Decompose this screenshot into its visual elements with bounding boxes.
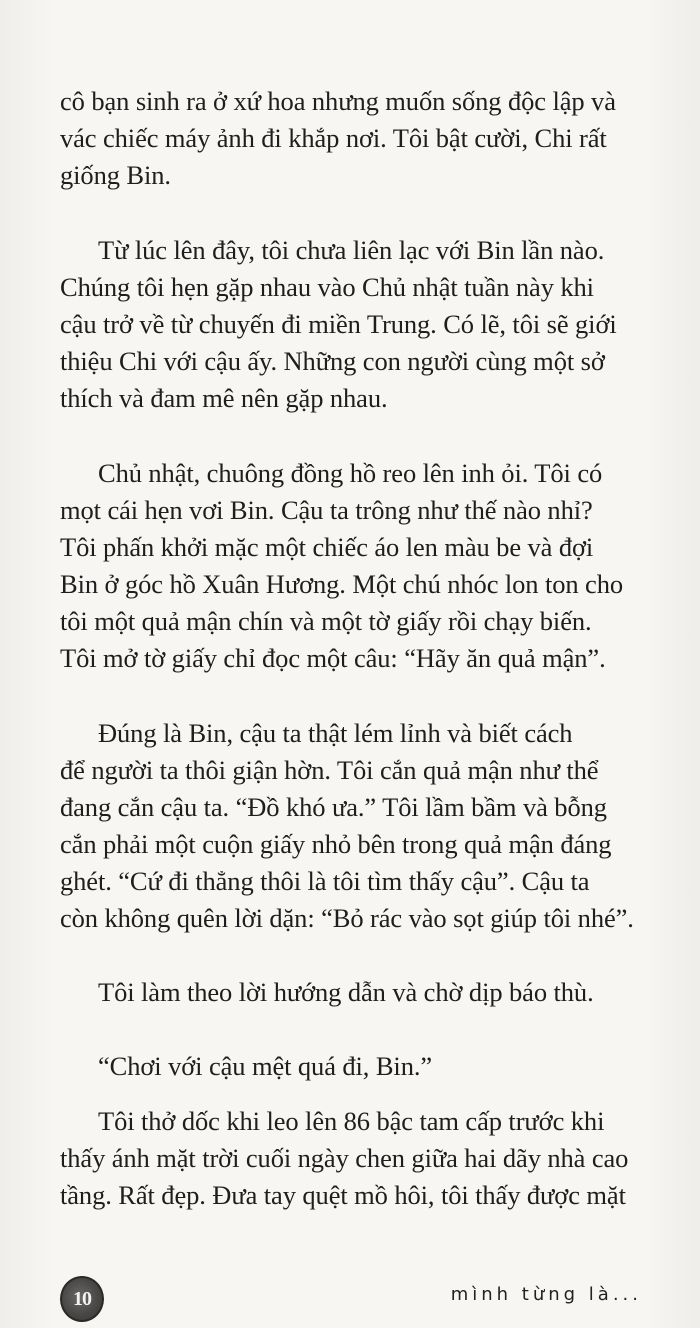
page-footer — [0, 1284, 700, 1328]
paragraph-text: Tôi làm theo lời hướng dẫn và chờ dịp báo thù. — [98, 977, 594, 1007]
running-title: mình từng là... — [450, 1284, 642, 1305]
paragraph-text: cô bạn sinh ra ở xứ hoa nhưng muốn sống độc lập và vác chiếc máy ảnh đi khắp nơi. Tôi bật cười, Chi rất giống Bin. — [60, 86, 616, 190]
paragraph-2 — [60, 232, 644, 417]
paragraph-3 — [60, 455, 644, 677]
paragraph-5 — [60, 974, 644, 1011]
paragraph-text: Tôi thở dốc khi leo lên 86 bậc tam cấp trước khi thấy ánh mặt trời cuối ngày chen giữa hai dãy nhà cao tầng. Rất đẹp. Đưa tay quệt mồ hôi, tôi thấy được mặt — [60, 1106, 629, 1210]
paragraph-text: “Chơi với cậu mệt quá đi, Bin.” — [98, 1051, 433, 1081]
page-number: 10 — [73, 1287, 91, 1310]
paragraph-text: Chủ nhật, chuông đồng hồ reo lên inh ỏi. Tôi có mọt cái hẹn vơi Bin. Cậu ta trông như thế nào nhỉ? Tôi phấn khởi mặc một chiếc áo len màu be và đợi Bin ở góc hồ Xuân Hương. Một chú nhóc lon ton cho tôi một quả mận chín và một tờ giấy rồi chạy biến. Tôi mở tờ giấy chỉ đọc một câu: “Hãy ăn quả mận”. — [60, 458, 624, 673]
paragraph-1 — [60, 83, 644, 194]
page-number-badge — [60, 1276, 104, 1322]
paragraph-7 — [60, 1103, 644, 1214]
paragraph-text: Đúng là Bin, cậu ta thật lém lỉnh và biết cách để người ta thôi giận hờn. Tôi cắn quả mận như thể đang cắn cậu ta. “Đồ khó ưa.” Tôi lầm bầm và bỗng cắn phải một cuộn giấy nhỏ bên trong quả mận đáng ghét. “Cứ đi thẳng thôi là tôi tìm thấy cậu”. Cậu ta còn không quên lời dặn: “Bỏ rác vào sọt giúp tôi nhé”. — [60, 718, 634, 933]
paragraph-4 — [60, 715, 644, 937]
paragraph-text: Từ lúc lên đây, tôi chưa liên lạc với Bin lần nào. Chúng tôi hẹn gặp nhau vào Chủ nhật tuần này khi cậu trở về từ chuyến đi miền Trung. Có lẽ, tôi sẽ giới thiệu Chi với cậu ấy. Những con người cùng một sở thích và đam mê nên gặp nhau. — [60, 235, 617, 413]
paragraph-6 — [60, 1048, 644, 1085]
